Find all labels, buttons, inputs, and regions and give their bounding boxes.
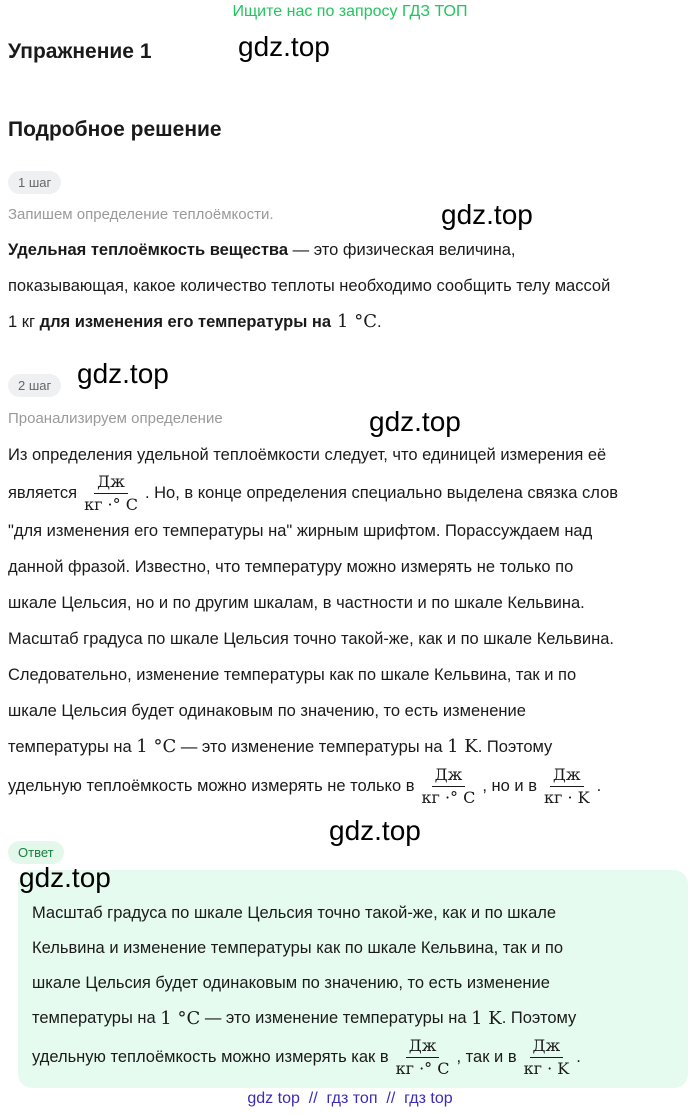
step-hint: Запишем определение теплоёмкости. xyxy=(8,206,274,223)
text-fragment: . Поэтому xyxy=(501,1009,577,1027)
watermark: gdz.top xyxy=(369,406,461,437)
text-fragment: . xyxy=(576,1047,581,1066)
fraction-denominator: кг ·° C xyxy=(421,787,476,807)
math-expression: 1 °C xyxy=(160,1008,201,1029)
top-banner: Ищите нас по запросу ГДЗ ТОП xyxy=(232,3,468,20)
text-line xyxy=(8,304,690,340)
text-fragment: . xyxy=(376,313,382,331)
fraction-denominator: кг · K xyxy=(523,1058,570,1078)
text-line xyxy=(8,473,690,513)
text-fragment: . xyxy=(596,777,602,795)
text-line: показывающая, какое количество теплоты необходимо сообщить телу массой xyxy=(8,277,611,295)
text-fragment: — это изменение температуры на xyxy=(200,1009,472,1027)
text-line: Масштаб градуса по шкале Цельсия точно такой-же, как и по шкале Кельвина. xyxy=(8,630,615,648)
footer-links[interactable]: gdz top // гдз топ // гдз top xyxy=(247,1090,453,1107)
text-fragment: удельную теплоёмкость можно измерять не только в xyxy=(8,777,415,795)
text-line: шкале Цельсия, но и по другим шкалам, в частности и по шкале Кельвина. xyxy=(8,594,585,612)
text-line xyxy=(8,765,690,807)
text-line: Из определения удельной теплоёмкости следует, что единицей измерения её xyxy=(8,446,607,464)
fraction xyxy=(81,473,141,513)
text-line xyxy=(8,232,690,268)
fraction-numerator: Дж xyxy=(530,1037,564,1058)
text-line: Кельвина и изменение температуры как по шкале Кельвина, так и по xyxy=(32,939,564,957)
text-line: "для изменения его температуры на" жирным шрифтом. Порассуждаем над xyxy=(8,522,593,540)
page-title: Упражнение 1 xyxy=(8,40,152,63)
bold-phrase: для изменения его температуры на xyxy=(39,313,332,331)
text-line: шкале Цельсия будет одинаковым по значению, то есть изменение xyxy=(8,702,526,720)
text-fragment: , так и в xyxy=(456,1047,517,1066)
text-line: Масштаб градуса по шкале Цельсия точно такой-же, как и по шкале xyxy=(32,904,557,922)
fraction-denominator: кг · K xyxy=(544,787,590,807)
fraction-denominator: кг ·° C xyxy=(84,494,138,514)
text-fragment: — это изменение температуры на xyxy=(176,738,448,756)
answer-text xyxy=(32,896,682,1078)
fraction xyxy=(419,766,479,806)
fraction xyxy=(521,1037,573,1077)
text-fragment: , но и в xyxy=(482,777,537,795)
step-hint: Проанализируем определение xyxy=(8,410,223,427)
fraction-numerator: Дж xyxy=(550,766,584,787)
step2-text xyxy=(8,437,690,807)
text-fragment: удельную теплоёмкость можно измерять как в xyxy=(32,1047,389,1066)
math-expression: 1 °C xyxy=(136,736,177,757)
fraction xyxy=(541,766,593,806)
fraction-denominator: кг ·° C xyxy=(395,1058,450,1078)
text-line: данной фразой. Известно, что температуру можно измерять не только по xyxy=(8,558,574,576)
watermark: gdz.top xyxy=(329,815,421,846)
text-fragment: . Но, в конце определения специально выделена связка слов xyxy=(144,484,619,502)
math-expression: 1 K xyxy=(447,736,478,757)
answer-badge: Ответ xyxy=(8,841,64,864)
section-title: Подробное решение xyxy=(8,118,222,141)
step-badge: 2 шаг xyxy=(8,374,61,397)
text-fragment: 1 кг xyxy=(8,313,40,331)
text-fragment: температуры на xyxy=(8,738,137,756)
text-line xyxy=(32,1001,682,1036)
fraction-numerator: Дж xyxy=(432,766,466,787)
watermark: gdz.top xyxy=(441,199,533,230)
watermark: gdz.top xyxy=(238,31,330,62)
step-badge: 1 шаг xyxy=(8,171,61,194)
text-fragment: является xyxy=(8,484,78,502)
watermark: gdz.top xyxy=(77,358,169,389)
text-line xyxy=(32,1036,682,1078)
step1-text xyxy=(8,232,690,340)
text-line: шкале Цельсия будет одинаковым по значению, то есть изменение xyxy=(32,974,550,992)
text-line: Следовательно, изменение температуры как по шкале Кельвина, так и по xyxy=(8,666,577,684)
watermark: gdz.top xyxy=(19,862,111,893)
fraction-numerator: Дж xyxy=(406,1037,440,1058)
fraction xyxy=(393,1037,453,1077)
text-fragment: — это физическая величина, xyxy=(288,241,516,259)
fraction-numerator: Дж xyxy=(94,473,128,494)
text-fragment: температуры на xyxy=(32,1009,161,1027)
text-line xyxy=(8,729,690,765)
bold-term: Удельная теплоёмкость вещества xyxy=(8,241,289,259)
text-fragment: . Поэтому xyxy=(477,738,553,756)
math-expression: 1 K xyxy=(471,1008,502,1029)
math-expression: 1 °C xyxy=(337,311,377,332)
